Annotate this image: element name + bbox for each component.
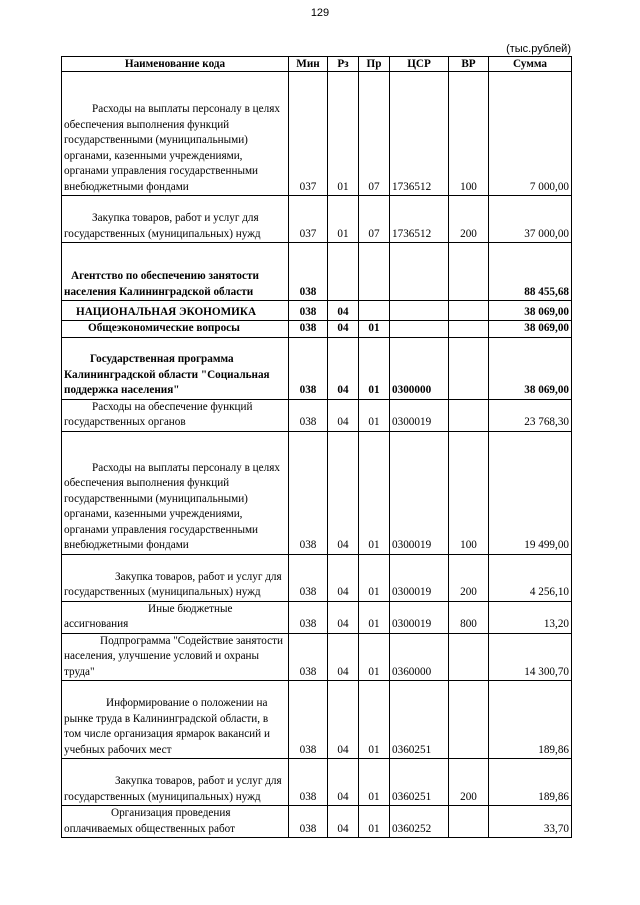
cell-sum: 88 455,68 bbox=[489, 243, 572, 301]
cell-sum: 14 300,70 bbox=[489, 633, 572, 681]
table-row bbox=[62, 399, 572, 431]
cell-rz: 01 bbox=[328, 72, 359, 196]
cell-pr bbox=[359, 301, 390, 321]
cell-name: Общеэкономические вопросы bbox=[62, 321, 289, 338]
cell-csr: 0300019 bbox=[390, 431, 449, 554]
cell-min: 038 bbox=[289, 301, 328, 321]
cell-sum: 38 069,00 bbox=[489, 321, 572, 338]
header-pr: Пр bbox=[359, 57, 390, 72]
cell-vr: 100 bbox=[449, 72, 489, 196]
cell-csr bbox=[390, 301, 449, 321]
cell-sum: 189,86 bbox=[489, 759, 572, 806]
cell-csr: 0360252 bbox=[390, 806, 449, 838]
cell-min: 037 bbox=[289, 196, 328, 243]
cell-name: Иные бюджетные ассигнования bbox=[62, 601, 289, 633]
header-csr: ЦСР bbox=[390, 57, 449, 72]
cell-vr bbox=[449, 301, 489, 321]
cell-min: 038 bbox=[289, 337, 328, 399]
cell-rz: 04 bbox=[328, 301, 359, 321]
cell-name: Государственная программа Калининградской области "Социальная поддержка населения" bbox=[62, 337, 289, 399]
cell-name: Агентство по обеспечению занятости населения Калининградской области bbox=[62, 243, 289, 301]
cell-vr: 200 bbox=[449, 554, 489, 601]
cell-csr: 0360251 bbox=[390, 759, 449, 806]
cell-rz: 01 bbox=[328, 196, 359, 243]
cell-csr: 0300019 bbox=[390, 399, 449, 431]
table-row bbox=[62, 431, 572, 554]
cell-pr: 01 bbox=[359, 399, 390, 431]
cell-sum: 189,86 bbox=[489, 681, 572, 759]
table-row bbox=[62, 759, 572, 806]
cell-pr: 01 bbox=[359, 337, 390, 399]
cell-pr bbox=[359, 243, 390, 301]
page-number: 129 bbox=[310, 7, 330, 19]
cell-pr: 07 bbox=[359, 72, 390, 196]
cell-csr: 1736512 bbox=[390, 72, 449, 196]
cell-pr: 07 bbox=[359, 196, 390, 243]
cell-rz: 04 bbox=[328, 431, 359, 554]
cell-csr: 0300019 bbox=[390, 554, 449, 601]
table-row bbox=[62, 321, 572, 338]
cell-rz bbox=[328, 243, 359, 301]
cell-min: 038 bbox=[289, 806, 328, 838]
cell-name: Организация проведения оплачиваемых общественных работ bbox=[62, 806, 289, 838]
table-body bbox=[62, 72, 572, 838]
cell-csr: 0300000 bbox=[390, 337, 449, 399]
cell-pr: 01 bbox=[359, 321, 390, 338]
cell-name: НАЦИОНАЛЬНАЯ ЭКОНОМИКА bbox=[62, 301, 289, 321]
table-row bbox=[62, 681, 572, 759]
cell-rz: 04 bbox=[328, 337, 359, 399]
cell-pr: 01 bbox=[359, 601, 390, 633]
cell-name: Подпрограмма "Содействие занятости населения, улучшение условий и охраны труда" bbox=[62, 633, 289, 681]
cell-vr bbox=[449, 243, 489, 301]
cell-csr: 0300019 bbox=[390, 601, 449, 633]
table-row bbox=[62, 72, 572, 196]
cell-min: 038 bbox=[289, 759, 328, 806]
header-sum: Сумма bbox=[489, 57, 572, 72]
cell-vr bbox=[449, 633, 489, 681]
table-row bbox=[62, 243, 572, 301]
cell-vr: 100 bbox=[449, 431, 489, 554]
cell-sum: 7 000,00 bbox=[489, 72, 572, 196]
cell-pr: 01 bbox=[359, 759, 390, 806]
cell-rz: 04 bbox=[328, 806, 359, 838]
budget-table bbox=[61, 56, 572, 838]
cell-sum: 37 000,00 bbox=[489, 196, 572, 243]
cell-rz: 04 bbox=[328, 633, 359, 681]
cell-min: 038 bbox=[289, 633, 328, 681]
header-name: Наименование кода bbox=[62, 57, 289, 72]
cell-sum: 38 069,00 bbox=[489, 337, 572, 399]
cell-csr bbox=[390, 321, 449, 338]
cell-pr: 01 bbox=[359, 431, 390, 554]
units-label: (тыс.рублей) bbox=[506, 43, 571, 55]
cell-sum: 23 768,30 bbox=[489, 399, 572, 431]
header-rz: Рз bbox=[328, 57, 359, 72]
cell-rz: 04 bbox=[328, 399, 359, 431]
cell-pr: 01 bbox=[359, 681, 390, 759]
cell-min: 038 bbox=[289, 243, 328, 301]
cell-pr: 01 bbox=[359, 806, 390, 838]
cell-vr bbox=[449, 681, 489, 759]
cell-vr: 800 bbox=[449, 601, 489, 633]
cell-name: Информирование о положении на рынке труда в Калининградской области, в том числе организация ярмарок вакансий и учебных рабочих мест bbox=[62, 681, 289, 759]
cell-name: Закупка товаров, работ и услуг для государственных (муниципальных) нужд bbox=[62, 554, 289, 601]
table-row bbox=[62, 337, 572, 399]
cell-min: 038 bbox=[289, 681, 328, 759]
cell-rz: 04 bbox=[328, 554, 359, 601]
cell-rz: 04 bbox=[328, 759, 359, 806]
cell-csr: 0360251 bbox=[390, 681, 449, 759]
cell-vr bbox=[449, 337, 489, 399]
cell-sum: 4 256,10 bbox=[489, 554, 572, 601]
cell-name: Расходы на выплаты персоналу в целях обеспечения выполнения функций государственными (муниципальными) органами, казенными учреждениями, органами управления государственными внебюджетными фондами bbox=[62, 72, 289, 196]
header-min: Мин bbox=[289, 57, 328, 72]
cell-name: Расходы на обеспечение функций государственных органов bbox=[62, 399, 289, 431]
cell-vr bbox=[449, 321, 489, 338]
cell-csr bbox=[390, 243, 449, 301]
header-vr: ВР bbox=[449, 57, 489, 72]
table-row bbox=[62, 554, 572, 601]
cell-sum: 13,20 bbox=[489, 601, 572, 633]
cell-vr: 200 bbox=[449, 196, 489, 243]
cell-csr: 1736512 bbox=[390, 196, 449, 243]
cell-name: Расходы на выплаты персоналу в целях обеспечения выполнения функций государственными (муниципальными) органами, казенными учреждениями, органами управления государственными внебюджетными фондами bbox=[62, 431, 289, 554]
table-row bbox=[62, 301, 572, 321]
cell-vr bbox=[449, 399, 489, 431]
cell-sum: 38 069,00 bbox=[489, 301, 572, 321]
cell-rz: 04 bbox=[328, 681, 359, 759]
cell-rz: 04 bbox=[328, 601, 359, 633]
cell-min: 038 bbox=[289, 399, 328, 431]
cell-min: 038 bbox=[289, 431, 328, 554]
cell-min: 037 bbox=[289, 72, 328, 196]
cell-vr bbox=[449, 806, 489, 838]
table-row bbox=[62, 633, 572, 681]
cell-name: Закупка товаров, работ и услуг для государственных (муниципальных) нужд bbox=[62, 196, 289, 243]
table-row bbox=[62, 196, 572, 243]
cell-min: 038 bbox=[289, 601, 328, 633]
cell-sum: 19 499,00 bbox=[489, 431, 572, 554]
cell-pr: 01 bbox=[359, 554, 390, 601]
cell-vr: 200 bbox=[449, 759, 489, 806]
cell-name: Закупка товаров, работ и услуг для государственных (муниципальных) нужд bbox=[62, 759, 289, 806]
cell-rz: 04 bbox=[328, 321, 359, 338]
table-row bbox=[62, 806, 572, 838]
cell-sum: 33,70 bbox=[489, 806, 572, 838]
table-row bbox=[62, 601, 572, 633]
cell-csr: 0360000 bbox=[390, 633, 449, 681]
cell-pr: 01 bbox=[359, 633, 390, 681]
cell-min: 038 bbox=[289, 321, 328, 338]
table-header-row bbox=[62, 57, 572, 72]
cell-min: 038 bbox=[289, 554, 328, 601]
